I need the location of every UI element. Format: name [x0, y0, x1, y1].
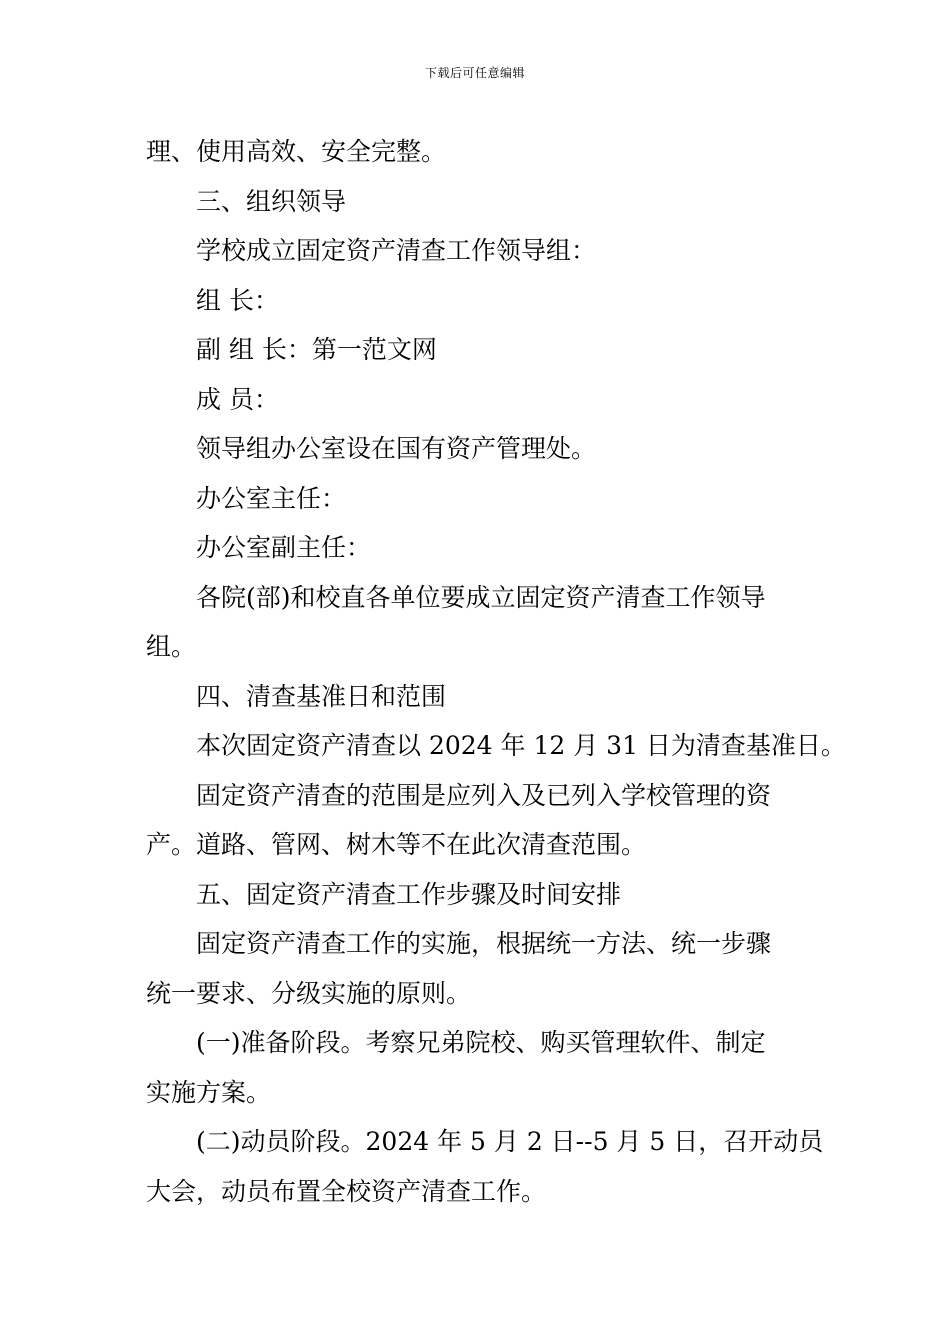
text-line: 组 长： [196, 285, 279, 315]
text-line: 大会，动员布置全校资产清查工作。 [146, 1176, 547, 1206]
document-body [146, 127, 846, 1216]
text-line: 各院(部)和校直各单位要成立固定资产清查工作领导 [196, 582, 766, 612]
section-heading: 四、清查基准日和范围 [196, 681, 447, 711]
text-line: (二)动员阶段。2024 年 5 月 2 日--5 月 5 日，召开动员 [196, 1127, 824, 1156]
text-line: 固定资产清查工作的实施，根据统一方法、统一步骤 [196, 929, 772, 958]
text-line: 统一要求、分级实施的原则。 [146, 978, 472, 1008]
text-line: 实施方案。 [146, 1077, 272, 1107]
text-line: 固定资产清查的范围是应列入及已列入学校管理的资 [196, 780, 772, 810]
text-line: 领导组办公室设在国有资产管理处。 [196, 434, 597, 463]
text-line: 组。 [146, 632, 197, 661]
text-line: 办公室主任： [196, 483, 347, 513]
section-heading: 五、固定资产清查工作步骤及时间安排 [196, 879, 622, 909]
text-line: 副 组 长：第一范文网 [196, 335, 437, 364]
page-header: 下载后可任意编辑 [424, 66, 525, 80]
text-line: 产。道路、管网、树木等不在此次清查范围。 [146, 830, 647, 859]
text-line: 理、使用高效、安全完整。 [146, 137, 447, 166]
text-line: 办公室副主任： [196, 533, 372, 562]
text-line: 学校成立固定资产清查工作领导组： [196, 236, 597, 265]
text-line: 成 员： [196, 384, 279, 414]
section-heading: 三、组织领导 [196, 186, 347, 216]
text-line: (一)准备阶段。考察兄弟院校、购买管理软件、制定 [196, 1028, 766, 1057]
text-line: 本次固定资产清查以 2024 年 12 月 31 日为清查基准日。 [196, 731, 846, 760]
